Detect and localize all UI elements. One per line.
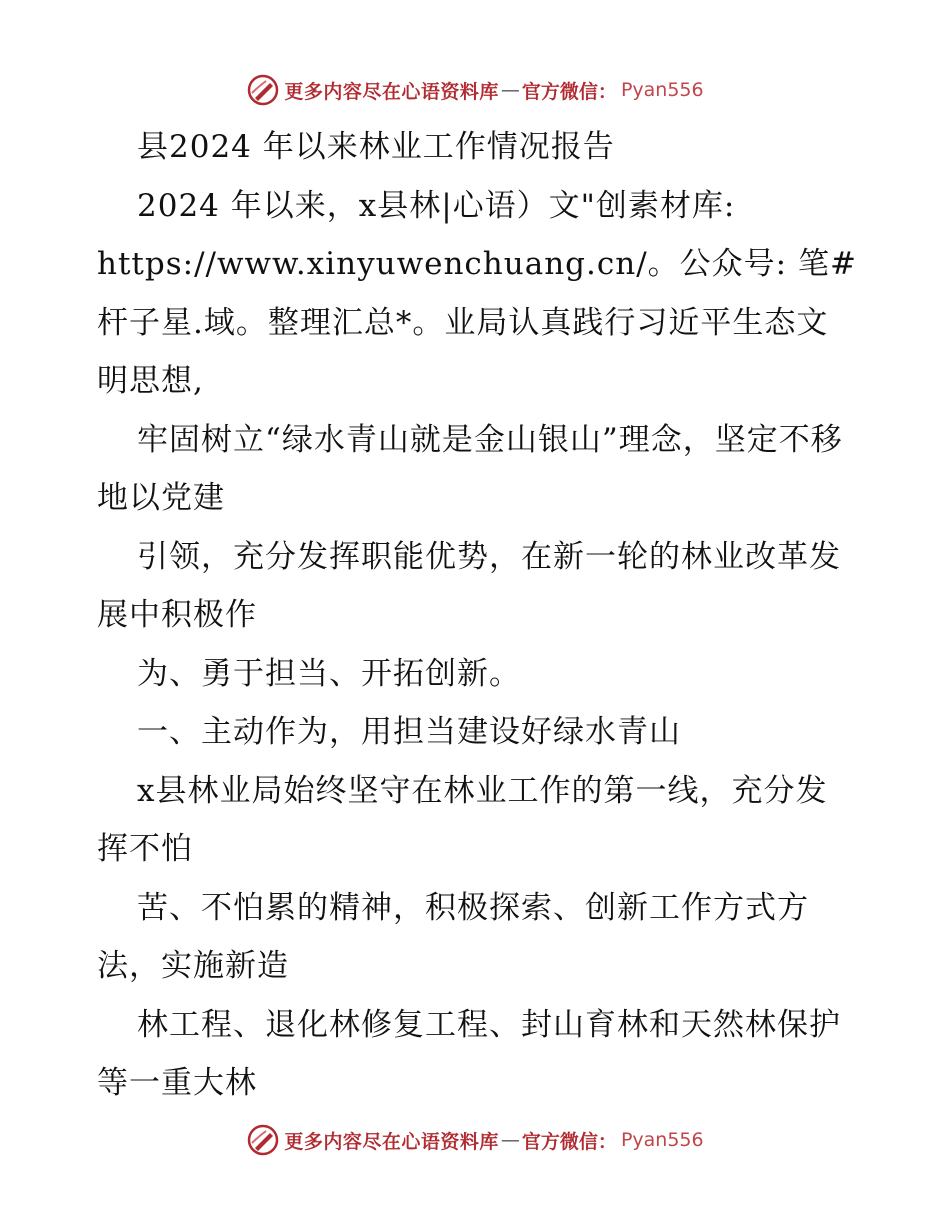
logo-icon (246, 73, 280, 107)
banner-wechat-label: 官方微信： (521, 1130, 617, 1153)
paragraph: 为、勇于担当、开拓创新。 (137, 655, 521, 692)
paragraph: 2024 年以来，x县林|心语）文"创素材库: https://www.xinyuwenchuang.cn/。公众号: 笔#杆子星.域。整理汇总*。业局认真践行习近平生态文明思想, (97, 187, 857, 399)
paragraph: x县林业局始终坚守在林业工作的第一线，充分发挥不怕 (97, 772, 828, 867)
paragraph: 林工程、退化林修复工程、封山育林和天然林保护等一重大林 (97, 1006, 841, 1101)
paragraph: 引领，充分发挥职能优势，在新一轮的林业改革发展中积极作 (97, 538, 841, 633)
banner-separator: — (500, 79, 520, 101)
paragraph: 苦、不怕累的精神，积极探索、创新工作方式方法，实施新造 (97, 889, 809, 984)
banner-brand-text: 更多内容尽在心语资料库 (284, 80, 499, 103)
banner-wechat-id: Pyan556 (620, 1129, 704, 1151)
section-heading: 一、主动作为，用担当建设好绿水青山 (137, 714, 681, 750)
footer-watermark-banner (0, 1120, 950, 1160)
header-watermark-banner (0, 70, 950, 110)
paragraph: 牢固树立“绿水青山就是金山银山”理念，坚定不移地以党建 (97, 421, 843, 516)
logo-icon (246, 1123, 280, 1157)
document-title: 县2024 年以来林业工作情况报告 (137, 129, 615, 165)
banner-wechat-label: 官方微信： (521, 80, 617, 103)
banner-wechat-id: Pyan556 (620, 79, 704, 101)
document-body (97, 118, 857, 1113)
banner-separator: — (500, 1129, 520, 1151)
banner-brand-text: 更多内容尽在心语资料库 (284, 1130, 499, 1153)
